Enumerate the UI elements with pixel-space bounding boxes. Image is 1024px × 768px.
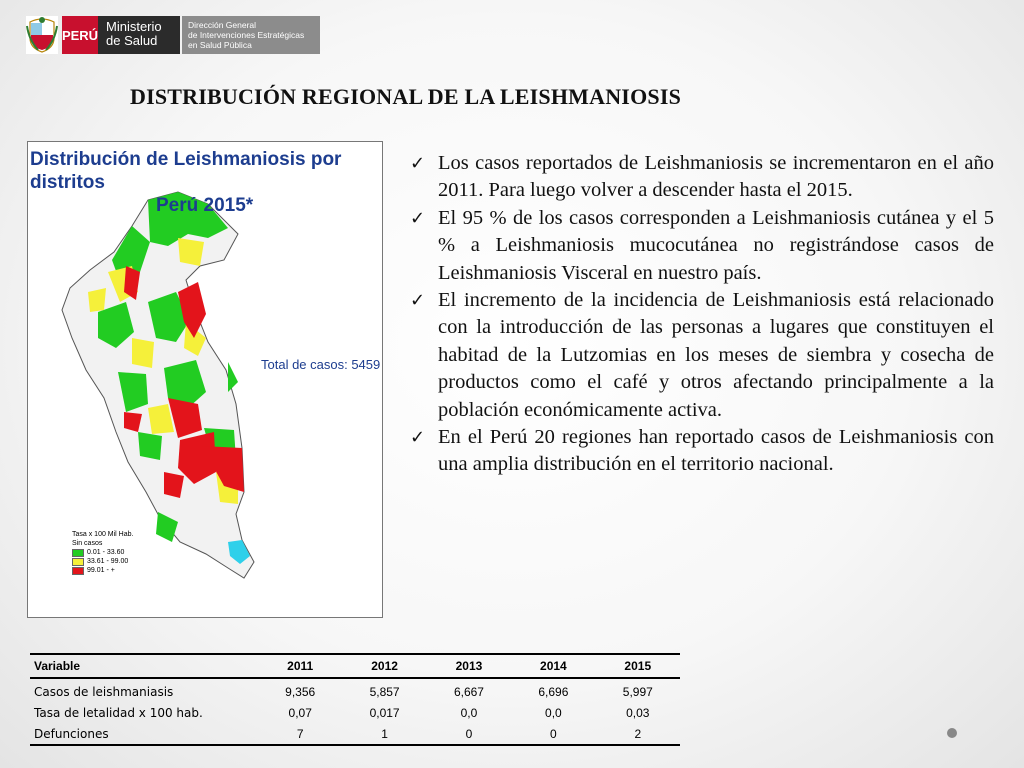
legend-row-mid bbox=[72, 557, 133, 566]
legend-row-high bbox=[72, 566, 133, 575]
table-header-cell: 2014 bbox=[511, 654, 595, 678]
ministerio-logo bbox=[98, 16, 180, 54]
map-title-line2: Perú 2015* bbox=[156, 195, 254, 216]
table-header-cell: 2011 bbox=[258, 654, 342, 678]
direccion-line3: en Salud Pública bbox=[188, 40, 252, 50]
slide-title: DISTRIBUCIÓN REGIONAL DE LA LEISHMANIOSIS bbox=[130, 84, 682, 109]
checkmark-icon: ✓ bbox=[410, 427, 426, 449]
table-header-row bbox=[30, 654, 680, 678]
legend-label: Sin casos bbox=[72, 540, 103, 547]
legend-label: 33.61 - 99.00 bbox=[87, 558, 129, 565]
table-row bbox=[30, 702, 680, 723]
bullet-list bbox=[410, 150, 994, 479]
bullet-item bbox=[410, 287, 994, 424]
table-cell: 9,356 bbox=[285, 684, 316, 699]
bullet-item bbox=[410, 150, 994, 205]
table-cell: 0 bbox=[511, 723, 595, 745]
table-cell: 5,997 bbox=[622, 684, 653, 699]
bullet-text: Los casos reportados de Leishmaniosis se incrementaron en el año 2011. Para luego volver a descender hasta el 2015. bbox=[438, 152, 994, 202]
bullet-text: El incremento de la incidencia de Leishmaniosis está relacionado con la introducción de las personas a lugares que constituyen el habitad de la Lutzomias en los meses de siembra y cosecha de productos como el café y otros afectando principalmente a la población económicamente activa. bbox=[438, 289, 994, 421]
bullet-text: En el Perú 20 regiones han reportado casos de Leishmaniosis con una amplia distribución en el territorio nacional. bbox=[438, 426, 994, 476]
table-cell: 0,0 bbox=[460, 705, 478, 720]
table-cell: 1 bbox=[342, 723, 426, 745]
map-legend bbox=[72, 530, 133, 575]
header-logos bbox=[26, 16, 320, 54]
leishmaniasis-table bbox=[30, 653, 680, 746]
table-cell: 2 bbox=[596, 723, 680, 745]
map-panel bbox=[27, 141, 383, 618]
checkmark-icon: ✓ bbox=[410, 153, 426, 174]
table-cell: 0,03 bbox=[626, 705, 650, 720]
table-cell: Tasa de letalidad x 100 hab. bbox=[34, 705, 203, 720]
map-title bbox=[28, 148, 384, 217]
legend-title: Tasa x 100 Mil Hab. bbox=[72, 531, 134, 538]
slide-indicator-dot bbox=[947, 728, 957, 738]
table-header-cell: 2015 bbox=[596, 654, 680, 678]
peru-logo: PERÚ bbox=[62, 16, 98, 54]
table-cell: Casos de leishmaniasis bbox=[34, 684, 174, 699]
direccion-logo bbox=[182, 16, 320, 54]
table-cell: 7 bbox=[258, 723, 342, 745]
table-row bbox=[30, 678, 680, 702]
legend-swatch bbox=[72, 567, 84, 575]
legend-row-none bbox=[72, 539, 133, 548]
table-cell: 0,07 bbox=[288, 705, 312, 720]
ministerio-line2: de Salud bbox=[106, 33, 158, 48]
table-cell: 0 bbox=[427, 723, 511, 745]
bullet-item bbox=[410, 424, 994, 479]
legend-label: 99.01 - + bbox=[87, 567, 115, 574]
direccion-line1: Dirección General bbox=[188, 20, 257, 30]
table-cell: 6,696 bbox=[538, 684, 569, 699]
bullet-text: El 95 % de los casos corresponden a Leishmaniosis cutánea y el 5 % a Leishmaniosis mucocutánea no registrándose casos de Leishmaniosis Visceral en nuestro país. bbox=[438, 206, 994, 284]
table-cell: 0,0 bbox=[545, 705, 562, 720]
bullet-item bbox=[410, 205, 994, 287]
direccion-line2: de Intervenciones Estratégicas bbox=[188, 30, 305, 40]
legend-swatch bbox=[72, 549, 84, 557]
map-title-line1: Distribución de Leishmaniosis por distritos bbox=[30, 149, 342, 193]
map-total-cases: Total de casos: 5459 bbox=[261, 357, 381, 372]
legend-row-low bbox=[72, 548, 133, 557]
table-cell: 5,857 bbox=[369, 684, 400, 699]
checkmark-icon: ✓ bbox=[410, 207, 426, 229]
legend-label: 0.01 - 33.60 bbox=[87, 549, 125, 556]
table-row bbox=[30, 723, 680, 745]
table-header-cell: Variable bbox=[30, 654, 258, 678]
table-header-cell: 2013 bbox=[427, 654, 511, 678]
table-cell: 6,667 bbox=[453, 684, 484, 699]
checkmark-icon: ✓ bbox=[410, 290, 426, 312]
table-header-cell: 2012 bbox=[342, 654, 426, 678]
table-cell: 0,017 bbox=[369, 705, 400, 720]
legend-swatch bbox=[72, 558, 84, 566]
coat-of-arms-icon bbox=[26, 16, 58, 54]
table-cell: Defunciones bbox=[30, 723, 258, 745]
ministerio-line1: Ministerio bbox=[106, 19, 162, 34]
